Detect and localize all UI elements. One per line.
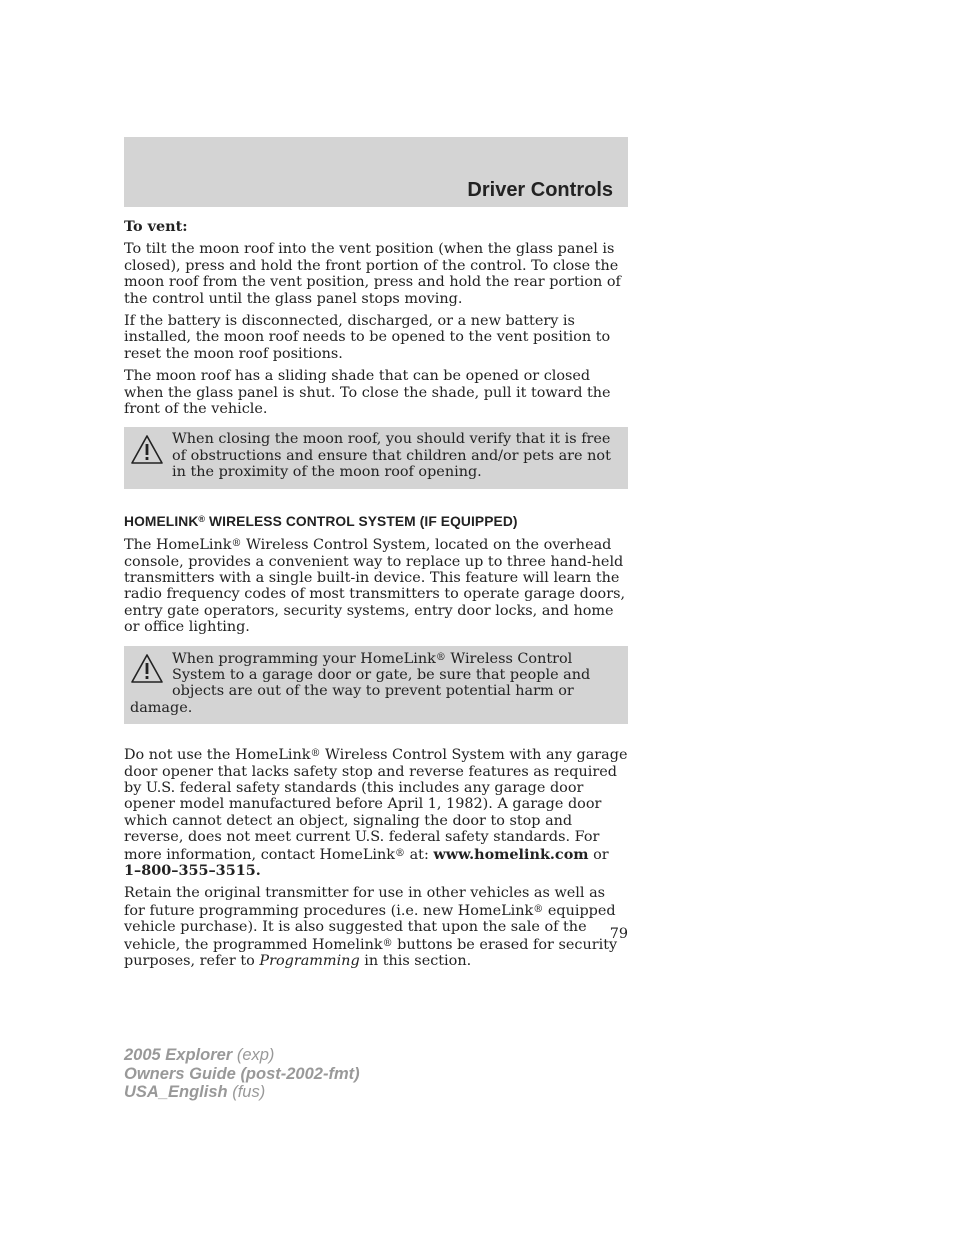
programming-reference: Programming [259, 953, 360, 970]
text-run: or [588, 846, 609, 863]
footer-model: 2005 Explorer [124, 1046, 233, 1064]
vent-paragraph-1: To tilt the moon roof into the vent position (when the glass panel is closed), press and hold the front portion of the control. To close the moon roof from the vent position, press and hold the rear portion of the control until the glass panel stops moving. [124, 241, 621, 307]
registered-mark: ® [395, 847, 406, 859]
registered-mark: ® [310, 748, 321, 760]
registered-mark: ® [382, 937, 393, 949]
footer-language: USA_English [124, 1083, 228, 1101]
warning-box-homelink [124, 646, 628, 725]
text-run: Do not use the HomeLink [124, 747, 311, 764]
retain-transmitter-paragraph [124, 885, 628, 969]
homelink-phone-number: 1–800–355–3515. [124, 862, 261, 879]
safety-paragraph [124, 746, 628, 879]
footer-line-2 [124, 1065, 360, 1084]
header-band [124, 137, 628, 207]
registered-mark: ® [231, 538, 242, 550]
warning-text-b: Wireless Control System to a garage door or gate, be sure that people and objects are out of the way to prevent potential harm or damage. [130, 650, 591, 716]
registered-mark: ® [198, 513, 206, 524]
footer-line-3 [124, 1083, 360, 1102]
footer-language-code: (fus) [227, 1083, 266, 1101]
homelink-heading-b: WIRELESS CONTROL SYSTEM (IF EQUIPPED) [205, 513, 518, 529]
document-footer [124, 1046, 360, 1102]
vent-subheading: To vent: [124, 218, 188, 235]
page-number: 79 [609, 926, 628, 942]
warning-triangle-icon [130, 653, 164, 685]
homelink-url-link[interactable]: www.homelink.com [433, 845, 589, 863]
text-run: equipped vehicle purchase). It is also suggested that upon the sale of the vehicle, the programmed Homelink [124, 902, 616, 953]
warning-triangle-icon [130, 434, 164, 466]
footer-line-1 [124, 1046, 360, 1065]
text-run: buttons be erased for security purposes, refer to [124, 936, 618, 970]
registered-mark: ® [533, 903, 544, 915]
footer-guide: Owners Guide (post-2002-fmt) [124, 1064, 360, 1083]
text-run: Wireless Control System, located on the overhead console, provides a convenient way to replace up to three hand-held transmitters with a single built-in device. This feature will learn the radio frequency codes of most transmitters to operate garage doors, entry gate operators, security systems, entry door locks, and home or office lighting. [124, 537, 626, 636]
homelink-heading-a: HOMELINK [124, 513, 199, 529]
text-run: The HomeLink [124, 537, 232, 554]
text-run: in this section. [359, 953, 472, 970]
homelink-heading [124, 511, 628, 530]
text-run: Retain the original transmitter for use in other vehicles as well as for future programming procedures (i.e. new HomeLink [124, 885, 606, 919]
page-content [124, 219, 628, 975]
footer-model-code: (exp) [232, 1046, 275, 1064]
section-title: Driver Controls [467, 179, 613, 201]
text-run: Wireless Control System with any garage door opener that lacks safety stop and reverse features as required by U.S. federal safety standards (this includes any garage door opener model manufactured before April 1, 1982). A garage door which cannot detect an object, signaling the door to stop and reverse, does not meet current U.S. federal safety standards. For more information, contact HomeLink [124, 747, 628, 863]
homelink-paragraph-1 [124, 536, 628, 635]
warning-text: When closing the moon roof, you should verify that it is free of obstructions and ensure that children and/or pets are not in the proximity of the moon roof opening. [172, 431, 611, 481]
vent-paragraph-2: If the battery is disconnected, discharged, or a new battery is installed, the moon roof needs to be opened to the vent position to reset the moon roof positions. [124, 313, 611, 362]
registered-mark: ® [435, 651, 446, 663]
text-run: at: [405, 846, 434, 863]
warning-text-a: When programming your HomeLink [172, 650, 436, 667]
vent-paragraph-3: The moon roof has a sliding shade that can be opened or closed when the glass panel is shut. To close the shade, pull it toward the front of the vehicle. [124, 368, 611, 418]
warning-box-moon-roof [124, 427, 628, 488]
